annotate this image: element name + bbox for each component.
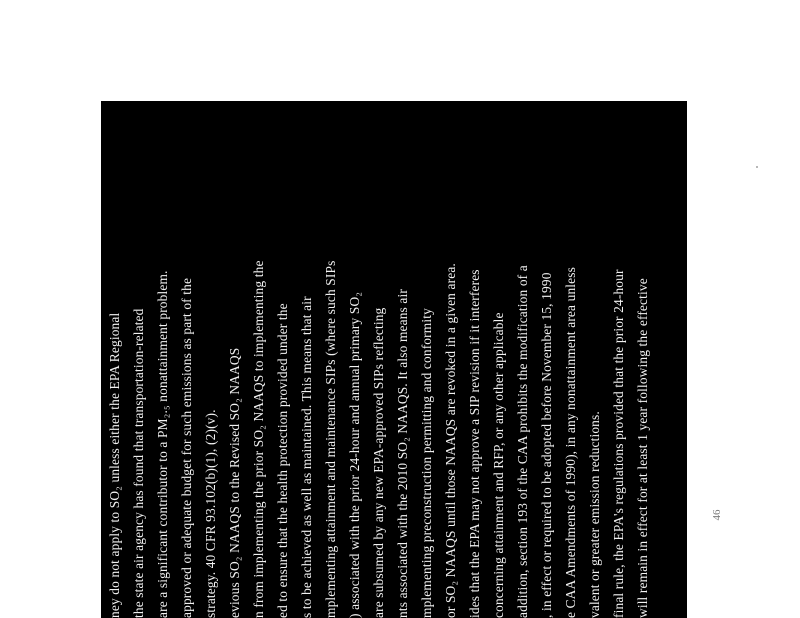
text-line: the state air agency has found that transportation-related — [131, 308, 146, 618]
text-line: n from implementing the prior SO₂ NAAQS to implementing the — [251, 260, 266, 618]
text-line: valent or greater emission reductions. — [587, 411, 602, 618]
section-heading: evious SO₂ NAAQS to the Revised SO₂ NAAQS — [227, 347, 242, 618]
text-line: ed to ensure that the health protection provided under the — [275, 303, 290, 618]
text-line: addition, section 193 of the CAA prohibits the modification of a — [515, 265, 530, 618]
rotated-text-column — [101, 101, 687, 618]
page-number: 46 — [711, 509, 723, 521]
text-line: approved or adequate budget for such emissions as part of the — [179, 277, 194, 618]
text-line: will remain in effect for at least 1 year following the effective — [635, 278, 650, 618]
text-line: e CAA Amendments of 1990), in any nonattainment area unless — [563, 267, 578, 618]
text-line: , in effect or required to be adopted before November 15, 1990 — [539, 272, 554, 618]
text-line: mplementing attainment and maintenance SIPs (where such SIPs — [323, 260, 338, 618]
scan-speck — [756, 166, 758, 168]
text-line: final rule, the EPA's regulations provided that the prior 24-hour — [611, 269, 626, 618]
text-line: nts associated with the 2010 SO₂ NAAQS. It also means air — [395, 289, 410, 618]
text-line: strategy. 40 CFR 93.102(b)(1), (2)(v). — [203, 409, 218, 618]
text-line: or SO₂ NAAQS until those NAAQS are revoked in a given area. — [443, 263, 458, 618]
scanned-page-rotated — [101, 101, 687, 618]
text-line: ) associated with the prior 24-hour and annual primary SO₂ — [347, 291, 362, 618]
text-line: ney do not apply to SO₂ unless either the EPA Regional — [107, 312, 122, 618]
text-line: ides that the EPA may not approve a SIP revision if it interferes — [467, 269, 482, 618]
text-line: are subsumed by any new EPA-approved SIPs reflecting — [371, 307, 386, 618]
text-line: concerning attainment and RFP, or any other applicable — [491, 312, 506, 618]
text-line: are a significant contributor to a PM₂.₅ nonattainment problem. — [155, 270, 170, 618]
text-line: mplementing preconstruction permitting and conformity — [419, 308, 434, 618]
text-line: s to be achieved as well as maintained. This means that air — [299, 296, 314, 618]
